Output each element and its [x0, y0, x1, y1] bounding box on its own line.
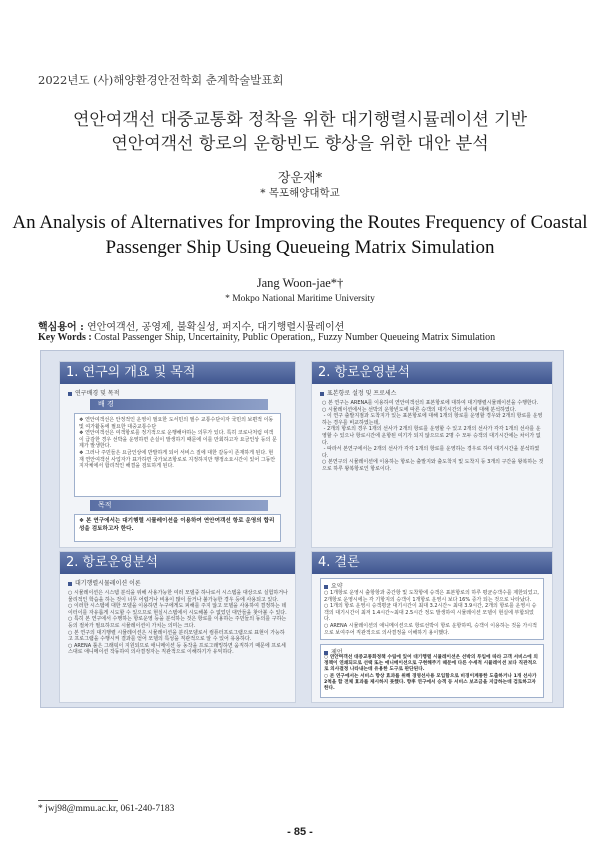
korean-title-line1: 연안여객선 대중교통화 정착을 위한 대기행렬시뮬레이션 기반 — [73, 110, 527, 130]
panel-simulation-theory — [59, 551, 296, 703]
english-affiliation: * Mokpo National Maritime University — [225, 294, 375, 304]
conference-header: 2022년도 (사)해양환경안전학회 춘계학술발표회 — [38, 73, 284, 87]
suggestion-box — [320, 644, 544, 698]
background-label: 배 경 — [90, 399, 268, 410]
route-analysis-text: ○ 본 연구는 ARENA를 이용하여 연안여객선의 표본항로에 대하여 대기행렬시뮬레이션을 수행한다. ○ 시뮬레이션에서는 선박의 운항빈도에 따른 승객의 대기시간의 차이에 대해 분석하였다. - 이 연구 출발지점과 도착지가 있는 표본항로에 대해 1개의 항로를 운영할 경우와 2개의 항로를 운영하는 경우를 비교하였는데, - 2개의 항로의 경우 1개의 선사가 2개의 항로를 운영할 수 있고 2개의 선사가 각각 1개의 선사를 운영할 수 있으나 항로시간에 운항된 여기가 되지 않으므로 2명 수 모두 승객의 대기시간에는 차이가 없다. - 따라서 본연구에서는 2개의 선사가 각각 1개의 항로를 운영하는 경우로 하여 대기시간을 분석하였다. ○ 본연구의 시뮬레이션에 이용하는 항로는 출발지와 출도착지 및 도착지 등 3개의 구간을 왕복하는 것으로 하루 왕복항로인 항로이다. — [322, 400, 544, 472]
keywords-english — [38, 332, 495, 343]
panel-route-analysis-title: 2. 항로운영분석 — [312, 362, 552, 384]
panel-route-analysis-sub: 표본항로 설정 및 프로세스 — [320, 388, 396, 397]
footnote: * jwj98@mmu.ac.kr, 061-240-7183 — [38, 804, 175, 814]
suggestion-label: 제언 — [324, 647, 343, 656]
summary-box — [320, 578, 544, 640]
simulation-theory-text: ○ 시뮬레이션은 시스템 분석을 위해 사용가능한 여러 모델중 하나로서 시스템을 대상으로 실험하거나 물리적인 학습을 하는 것이 너무 어렵거나 비용이 많이 들거나 불가능한 경우 등에 사용되고 있다. ○ 이러한 시스템에 대한 모델을 이용하면 누구에게도 피해를 주지 않고 모델을 사용하여 결정하는 데이터이를 자유롭게 시도할 수 있으므로 현실시스템에서 시도해볼 수 없었던 대안들을 찾아볼 수 있다. ○ 특히 본 연구에서 수행하는 항로운영 등을 분석하는 것은 항로를 이용하는 주민들의 동의를 구하는 등의 절차가 필요하므로 시뮬레이션이 가치는 의미는 크다. ○ 본 연구의 대기행렬 시뮬레이션은 시뮬레이션을 분리모델로서 컴퓨터프로그램으로 표현이 가능하고 프로그램을 수행시켜 결과를 얻어 모델의 특성을 직관적으로 알 수 있어 유용하다. ○ ARENA 툴은 그래픽이 지원되므로 애니메이션 등 동작을 프로그래밍하면 움직하기 때문에 프로세스대로 애니메이션 작동하여 의사결정자는 직관적으로 이해하기가 유익하다. — [68, 590, 288, 656]
suggestion-text: ○ 연안여객선 대중교통화정책 수립에 있어 대기행렬 시뮬레이션은 선박의 투입에 따라 고객 서비스에 의 정책이 연쇄되므로 선택 또는 애니메이션으로 구현해주기 때문에 다른 수세적 시뮬레이션 보다 직관적으로 의사결정 나타내는데 유용한 도구로 판단된다. ○ 본 연구에서는 서비스 향상 효과를 위해 경영선사용 모입함으로 비경이계통한 도출하거나 1개 선사가 2척을 합 전체 효과를 제시하지 못했다. 향후 연구에서 승객 등 서비스 보조금을 지급하는데 검토하고자 한다. — [324, 655, 538, 692]
summary-label: 요약 — [324, 581, 343, 590]
panel-route-analysis — [311, 361, 553, 548]
korean-author: 장운재* — [277, 171, 323, 186]
background-text: ❖ 연안여객선은 안정적인 운영이 필요한 도서민의 필수 교통수단이자 국민의 보편적 이동 및 여가활동에 필요한 대중교통수단 ❖ 연안여객선은 여객항로를 정기적으로 운행해야하는 의무가 있다. 특히 코로나처럼 여객이 급감한 경우 선박을 운영하면 손실이 발생하기 때문에 이를 만회하고자 요금인상 등의 문제가 발생한다. ❖ 그러나 주민들은 요금인상에 반발하게 되어 서비스 질에 대한 갈등이 존재하게 된다. 현재 연안여객선 사업자가 표가하면 국가보조항로로 지정하지만 행정소요시간이 있어 그동안 지자체에서 합리적인 해결을 검토하게 된다. — [79, 417, 277, 470]
panel-simulation-theory-title: 2. 항로운영분석 — [60, 552, 295, 574]
purpose-text: ❖ 본 연구에서는 대기행렬 시뮬레이션을 이용하여 연안여객선 항로 운영의 합리성을 검토하고자 한다. — [79, 518, 275, 532]
keywords-korean-label: 핵심용어 : — [38, 322, 84, 333]
summary-text: ○ 1개항로 운영시 출항항과 중간항 및 도착항에 승객은 표본항로의 하루 평균승객수를 제한되었고, 2개항로 운영시에는 각 기항지의 승객이 1개항로 운영시 보다 16% 증가 되는 것으로 나타났다. ○ 1개의 항로 운영시 승객평균 대기시간이 최대 3.2시간~ 최대 3.9시간, 2개의 항로를 운영시 승객의 대기시간이 최저 1.4시간~최대 2.5시간 정도 발생하여 시뮬레이션 모델이 현실에 부합되었다. ○ ARENA 시뮬레이션의 애니메이션으로 항로선박이 항로 운항하며, 승객이 이용하는 것을 가시적으로 보여주어 직관적으로 의사결정을 이해하기 용이했다. — [324, 590, 539, 636]
keywords-english-text: Costal Passenger Ship, Uncertainity, Public Operation,, Fuzzy Number Queueing Matrix Simulation — [94, 332, 496, 343]
english-title-line2: Passenger Ship Using Queueing Matrix Simulation — [105, 237, 495, 258]
keywords-korean-text: 연안여객선, 공영제, 불확실성, 퍼지수, 대기행렬시뮬레이션 — [87, 322, 345, 333]
panel-conclusion-title: 4. 결론 — [312, 552, 552, 574]
poster-figure — [40, 350, 564, 708]
keywords-english-label: Key Words : — [38, 332, 92, 343]
english-author: Jang Woon-jae*† — [256, 276, 344, 290]
panel-overview-title: 1. 연구의 개요 및 목적 — [60, 362, 295, 384]
panel-conclusion — [311, 551, 553, 703]
korean-affiliation: * 목포해양대학교 — [260, 187, 340, 199]
panel-overview-sub: 연구배경 및 목적 — [68, 388, 119, 397]
page-number: - 85 - — [287, 826, 313, 838]
purpose-box — [74, 514, 281, 542]
panel-simulation-theory-sub: 대기행렬시뮬레이션 이론 — [68, 578, 141, 587]
korean-title-line2: 연안여객선 항로의 운항빈도 향상을 위한 대안 분석 — [111, 134, 489, 154]
purpose-label: 목적 — [90, 500, 268, 511]
footnote-divider — [38, 800, 118, 801]
keywords-korean — [38, 318, 344, 333]
english-title-line1: An Analysis of Alternatives for Improving the Routes Frequency of Coastal — [12, 212, 588, 233]
background-box — [74, 413, 281, 497]
panel-overview — [59, 361, 296, 548]
